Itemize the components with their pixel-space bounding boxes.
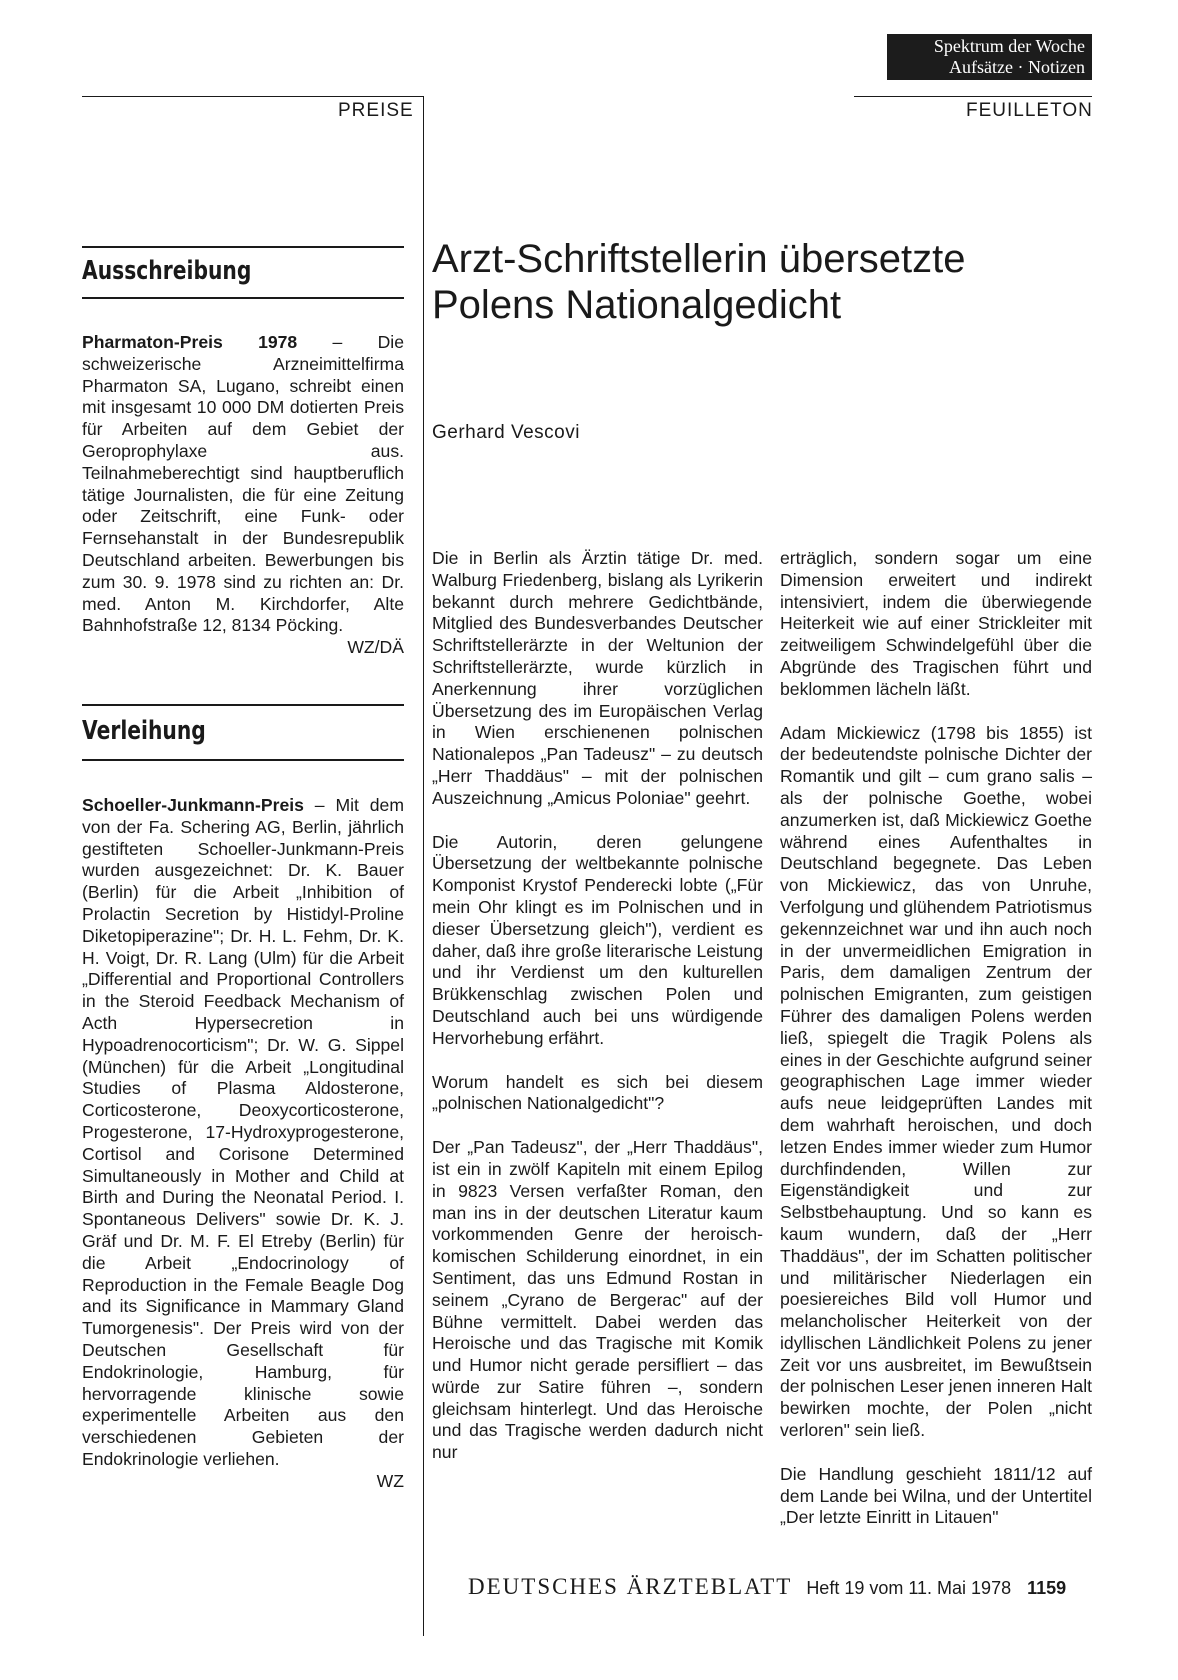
top-rule-left — [82, 96, 424, 97]
badge-line-1: Spektrum der Woche — [933, 36, 1085, 56]
badge-line-2: Aufsätze · Notizen — [949, 57, 1085, 77]
article-author: Gerhard Vescovi — [432, 422, 580, 443]
heading-verleihung: Verleihung — [82, 716, 206, 746]
paragraph: Die Handlung geschieht 1811/12 auf dem Lande bei Wilna, und der Untertitel „Der letzte Einritt in Litauen" — [780, 1463, 1092, 1528]
schoeller-lead: Schoeller-Junkmann-Preis — [82, 795, 304, 815]
section-label-feuilleton: FEUILLETON — [966, 100, 1093, 121]
heading-rule-bottom — [82, 297, 404, 299]
verleihung-text — [82, 795, 404, 1493]
heading-rule-top — [82, 246, 404, 248]
paragraph: Worum handelt es sich bei diesem „polnischen Nationalgedicht"? — [432, 1071, 763, 1114]
paragraph: Der „Pan Tadeusz", der „Herr Thaddäus", ist ein in zwölf Kapiteln mit einem Epilog in 9823 Versen verfaßter Roman, den man ins in der deutschen Literatur kaum vorkommenden Genre der heroisch-komischen Schilderung einordnet, in ein Sentiment, das uns Edmund Rostan in seinem „Cyrano de Bergerac" auf der Bühne vermittelt. Dabei werden das Heroische und das Tragische mit Komik und Humor nicht gerade persifliert – das würde zur Satire führen –, sondern gleichsam hinterlegt. Und das Heroische und das Tragische werden dadurch nicht nur — [432, 1137, 763, 1463]
section-badge — [887, 34, 1092, 80]
page-number: 1159 — [1027, 1578, 1067, 1598]
article-column-2 — [780, 548, 1092, 1551]
column-divider — [423, 96, 424, 1636]
issue-info: Heft 19 vom 11. Mai 1978 — [806, 1578, 1012, 1598]
top-rule-right — [854, 96, 1092, 97]
article-column-1 — [432, 548, 763, 1486]
heading-rule-bottom-2 — [82, 759, 404, 761]
paragraph: Adam Mickiewicz (1798 bis 1855) ist der bedeutendste polnische Dichter der Romantik und gilt – cum grano salis – als der polnische Goethe, wobei anzumerken ist, daß Mickiewicz Goethe während eines Aufenthaltes in Deutschland begegnete. Das Leben von Mickiewicz, das von Unruhe, Verfolgung und glühendem Patriotismus gekennzeichnet war und ihn auch noch in der unvermeidlichen Emigration in Paris, dem damaligen Zentrum der polnischen Emigranten, zum geistigen Führer des damaligen Polens werden ließ, spiegelt die Tragik Polens als eines in der Geschichte aufgrund seiner geographischen Lage immer wieder aufs neue leidgeprüften Landes mit dem wahrhaft heroischen, und doch letzen Endes immer wieder zum Humor durchfindenden, Willen zur Eigenständigkeit und zur Selbstbehauptung. Und so kann es kaum wundern, daß der „Herr Thaddäus", der im Schatten politischer und militärischer Niederlagen ein poesiereiches Bild voll Humor und melancholischer Heiterkeit von der idyllischen Ländlichkeit Polens zu jener Zeit vor uns ausbreitet, im Bewußtsein der polnischen Leser jenen inneren Halt bewirken mochte, der Polen „nicht verloren" sein ließ. — [780, 722, 1092, 1441]
paragraph: erträglich, sondern sogar um eine Dimension erweitert und indirekt intensiviert, indem die überwiegende Heiterkeit wie auf einer Strickleiter mit zeitweiligem Schwindelgefühl über die Abgründe des Tragischen führt und beklommen lächeln läßt. — [780, 548, 1092, 699]
journal-name: DEUTSCHES ÄRZTEBLATT — [468, 1574, 793, 1599]
ausschreibung-text — [82, 332, 404, 659]
pharmaton-signature: WZ/DÄ — [347, 637, 404, 658]
pharmaton-body: – Die schweizerische Arzneimittelfirma Pharmaton SA, Lugano, schreibt einen mit insgesamt 10 000 DM dotierten Preis für Arbeiten auf dem Gebiet der Geroprophylaxe aus. Teilnahmeberechtigt sind hauptberuflich tätige Journalisten, die für eine Zeitung oder Zeitschrift, eine Funk- oder Fernsehanstalt in der Bundesrepublik Deutschland arbeiten. Bewerbungen bis zum 30. 9. 1978 sind zu richten an: Dr. med. Anton M. Kirchdorfer, Alte Bahnhofstraße 12, 8134 Pöcking. — [82, 332, 404, 636]
schoeller-signature: WZ — [376, 1470, 404, 1491]
schoeller-body: – Mit dem von der Fa. Schering AG, Berlin, jährlich gestifteten Schoeller-Junkmann-Preis wurden ausgezeichnet: Dr. K. Bauer (Berlin) für die Arbeit „Inhibition of Prolactin Secretion by Histidyl-Proline Diketopiperazine"; Dr. H. L. Fehm, Dr. K. H. Voigt, Dr. R. Lang (Ulm) für die Arbeit „Differential and Proportional Controllers in the Steroid Feedback Mechanism of Acth Hypersecretion in Hypoadrenocorticism"; Dr. W. G. Sippel (München) für die Arbeit „Longitudinal Studies of Plasma Aldosterone, Corticosterone, Deoxycorticosterone, Progesterone, 17-Hydroxyprogesterone, Cortisol and Corisone Determined Simultaneously in Mother and Child at Birth and During the Neonatal Period. I. Spontaneous Delivers" sowie Dr. K. J. Gräf und Dr. M. F. El Etreby (Berlin) für die Arbeit „Endocrinology of Reproduction in the Female Beagle Dog and its Significance in Mammary Gland Tumorgenesis". Der Preis wird von der Deutschen Gesellschaft für Endokrinologie, Hamburg, für hervorragende klinische sowie experimentelle Arbeiten aus den verschiedenen Gebieten der Endokrinologie verliehen. — [82, 795, 404, 1469]
paragraph: Die Autorin, deren gelungene Übersetzung der weltbekannte polnische Komponist Krystof Penderecki lobte („Für mein Ohr klingt es im Polnischen und in dieser Übersetzung gleich"), verdient es daher, daß ihre große literarische Leistung und ihr Verdienst um den kulturellen Brükkenschlag zwischen Polen und Deutschland auch bei uns würdigende Hervorhebung erfährt. — [432, 831, 763, 1048]
heading-rule-top-2 — [82, 704, 404, 706]
page-footer — [468, 1574, 1066, 1600]
pharmaton-lead: Pharmaton-Preis 1978 — [82, 332, 298, 352]
section-label-preise: PREISE — [338, 100, 414, 121]
heading-ausschreibung: Ausschreibung — [82, 256, 252, 286]
article-title: Arzt-Schriftstellerin übersetzte Polens Nationalgedicht — [432, 237, 966, 327]
paragraph: Die in Berlin als Ärztin tätige Dr. med. Walburg Friedenberg, bislang als Lyrikerin bekannt durch mehrere Gedichtbände, Mitglied des Bundesverbandes Deutscher Schriftstellerärzte in der Weltunion der Schriftstellerärzte, wurde kürzlich in Anerkennung ihrer vorzüglichen Übersetzung des im Europäischen Verlag in Wien erschienenen polnischen Nationalepos „Pan Tadeusz" – zu deutsch „Herr Thaddäus" – mit der polnischen Auszeichnung „Amicus Poloniae" geehrt. — [432, 548, 763, 808]
